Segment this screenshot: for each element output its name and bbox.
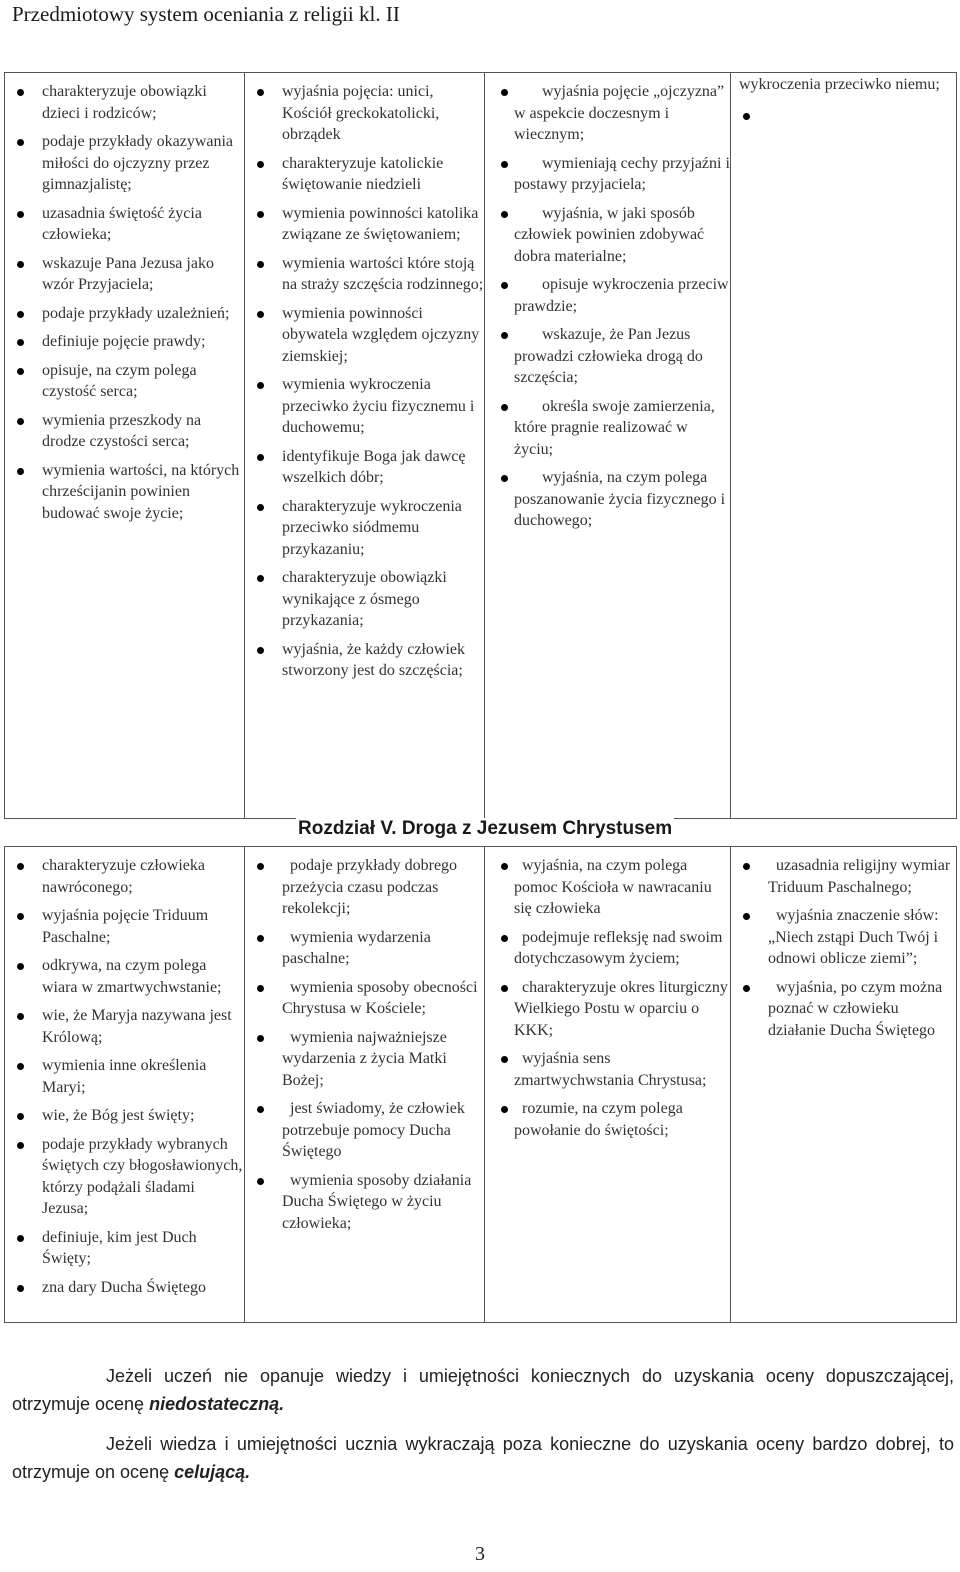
list-item: wymienia najważniejsze wydarzenia z życia Matki Bożej; (245, 1027, 484, 1092)
list-item: wymienia powinności katolika związane ze świętowaniem; (245, 203, 484, 246)
list-item: wyjaśnia pojęcie „ojczyzna” w aspekcie doczesnym i wiecznym; (485, 81, 730, 146)
table2-column-1 (5, 847, 245, 1323)
list-item: podejmuje refleksję nad swoim dotychczasowym życiem; (485, 927, 730, 970)
grading-note-text: Jeżeli wiedza i umiejętności ucznia wykraczają poza konieczne do uzyskania oceny bardzo dobrej, to otrzymuje on ocenę (12, 1434, 954, 1482)
list-item: wymienia inne określenia Maryi; (5, 1055, 244, 1098)
list-item: charakteryzuje okres liturgiczny Wielkiego Postu w oparciu o KKK; (485, 977, 730, 1042)
grading-note-excellent (12, 1430, 954, 1486)
table2-column-3 (485, 847, 731, 1323)
table2-column-4 (731, 847, 957, 1323)
list-item: wyjaśnia, na czym polega poszanowanie życia fizycznego i duchowego; (485, 467, 730, 532)
requirements-table-1 (4, 72, 957, 819)
list-item: odkrywa, na czym polega wiara w zmartwychwstanie; (5, 955, 244, 998)
list-item: wyjaśnia znaczenie słów: „Niech zstąpi Duch Twój i odnowi oblicze ziemi”; (731, 905, 956, 970)
table2-col2-list (245, 847, 484, 1234)
list-item: wyjaśnia sens zmartwychwstania Chrystusa; (485, 1048, 730, 1091)
list-item: wskazuje Pana Jezusa jako wzór Przyjaciela; (5, 253, 244, 296)
list-item: zna dary Ducha Świętego (5, 1277, 244, 1299)
grade-name: celującą. (174, 1462, 251, 1482)
table1-col4-text: wykroczenia przeciwko niemu; (739, 76, 940, 93)
table2-col3-list (485, 847, 730, 1141)
table1-col3-list (485, 73, 730, 532)
table1-column-1 (5, 73, 245, 819)
list-item: wyjaśnia, po czym można poznać w człowieku działanie Ducha Świętego (731, 977, 956, 1042)
list-item: określa swoje zamierzenia, które pragnie realizować w życiu; (485, 396, 730, 461)
list-item: wymienia wartości, na których chrześcijanin powinien budować swoje życie; (5, 460, 244, 525)
list-item: charakteryzuje obowiązki wynikające z ósmego przykazania; (245, 567, 484, 632)
table2-col4-list (731, 847, 956, 1041)
list-item: wymienia wykroczenia przeciwko życiu fizycznemu i duchowemu; (245, 374, 484, 439)
list-item: rozumie, na czym polega powołanie do świętości; (485, 1098, 730, 1141)
grading-note-fail (12, 1362, 954, 1418)
list-item: wyjaśnia, na czym polega pomoc Kościoła w nawracaniu się człowieka (485, 855, 730, 920)
list-item: opisuje, na czym polega czystość serca; (5, 360, 244, 403)
grade-name: niedostateczną. (149, 1394, 285, 1414)
list-item: wyjaśnia, w jaki sposób człowiek powinien zdobywać dobra materialne; (485, 203, 730, 268)
page-number: 3 (475, 1543, 485, 1565)
list-item: wymienia sposoby obecności Chrystusa w Kościele; (245, 977, 484, 1020)
document-title: Przedmiotowy system oceniania z religii kl. II (12, 2, 400, 26)
list-item: jest świadomy, że człowiek potrzebuje pomocy Ducha Świętego (245, 1098, 484, 1163)
table2-col1-list (5, 847, 244, 1298)
list-item: wskazuje, że Pan Jezus prowadzi człowieka drogą do szczęścia; (485, 324, 730, 389)
list-item: wie, że Maryja nazywana jest Królową; (5, 1005, 244, 1048)
list-item: uzasadnia religijny wymiar Triduum Paschalnego; (731, 855, 956, 898)
table1-column-3 (485, 73, 731, 819)
list-item: charakteryzuje wykroczenia przeciwko siódmemu przykazaniu; (245, 496, 484, 561)
list-item: charakteryzuje człowieka nawróconego; (5, 855, 244, 898)
list-item: podaje przykłady wybranych świętych czy błogosławionych, którzy podążali śladami Jezusa; (5, 1134, 244, 1220)
table2-column-2 (245, 847, 485, 1323)
bullet-dot (743, 113, 750, 120)
list-item: podaje przykłady okazywania miłości do ojczyzny przez gimnazjalistę; (5, 131, 244, 196)
table1-col2-list (245, 73, 484, 682)
list-item: uzasadnia świętość życia człowieka; (5, 203, 244, 246)
table1-column-4 (731, 73, 957, 819)
grading-note-text: Jeżeli uczeń nie opanuje wiedzy i umiejętności koniecznych do uzyskania oceny dopuszczającej, otrzymuje ocenę (12, 1366, 954, 1414)
list-item: wyjaśnia pojęcia: unici, Kościół greckokatolicki, obrządek (245, 81, 484, 146)
section-heading: Rozdział V. Droga z Jezusem Chrystusem (298, 818, 673, 839)
list-item: identyfikuje Boga jak dawcę wszelkich dóbr; (245, 446, 484, 489)
list-item: opisuje wykroczenia przeciw prawdzie; (485, 274, 730, 317)
list-item: podaje przykłady dobrego przeżycia czasu podczas rekolekcji; (245, 855, 484, 920)
list-item: wymienia powinności obywatela względem ojczyzny ziemskiej; (245, 303, 484, 368)
list-item: wymienia przeszkody na drodze czystości serca; (5, 410, 244, 453)
list-item: definiuje, kim jest Duch Święty; (5, 1227, 244, 1270)
table1-col1-list (5, 73, 244, 524)
list-item: wyjaśnia pojęcie Triduum Paschalne; (5, 905, 244, 948)
list-item: wie, że Bóg jest święty; (5, 1105, 244, 1127)
list-item: charakteryzuje katolickie świętowanie niedzieli (245, 153, 484, 196)
list-item: podaje przykłady uzależnień; (5, 303, 244, 325)
list-item: wymieniają cechy przyjaźni i postawy przyjaciela; (485, 153, 730, 196)
list-item: charakteryzuje obowiązki dzieci i rodziców; (5, 81, 244, 124)
table1-column-2 (245, 73, 485, 819)
list-item: wymienia sposoby działania Ducha Świętego w życiu człowieka; (245, 1170, 484, 1235)
requirements-table-2 (4, 846, 957, 1323)
list-item: definiuje pojęcie prawdy; (5, 331, 244, 353)
list-item: wyjaśnia, że każdy człowiek stworzony jest do szczęścia; (245, 639, 484, 682)
list-item: wymienia wartości które stoją na straży szczęścia rodzinnego; (245, 253, 484, 296)
list-item: wymienia wydarzenia paschalne; (245, 927, 484, 970)
